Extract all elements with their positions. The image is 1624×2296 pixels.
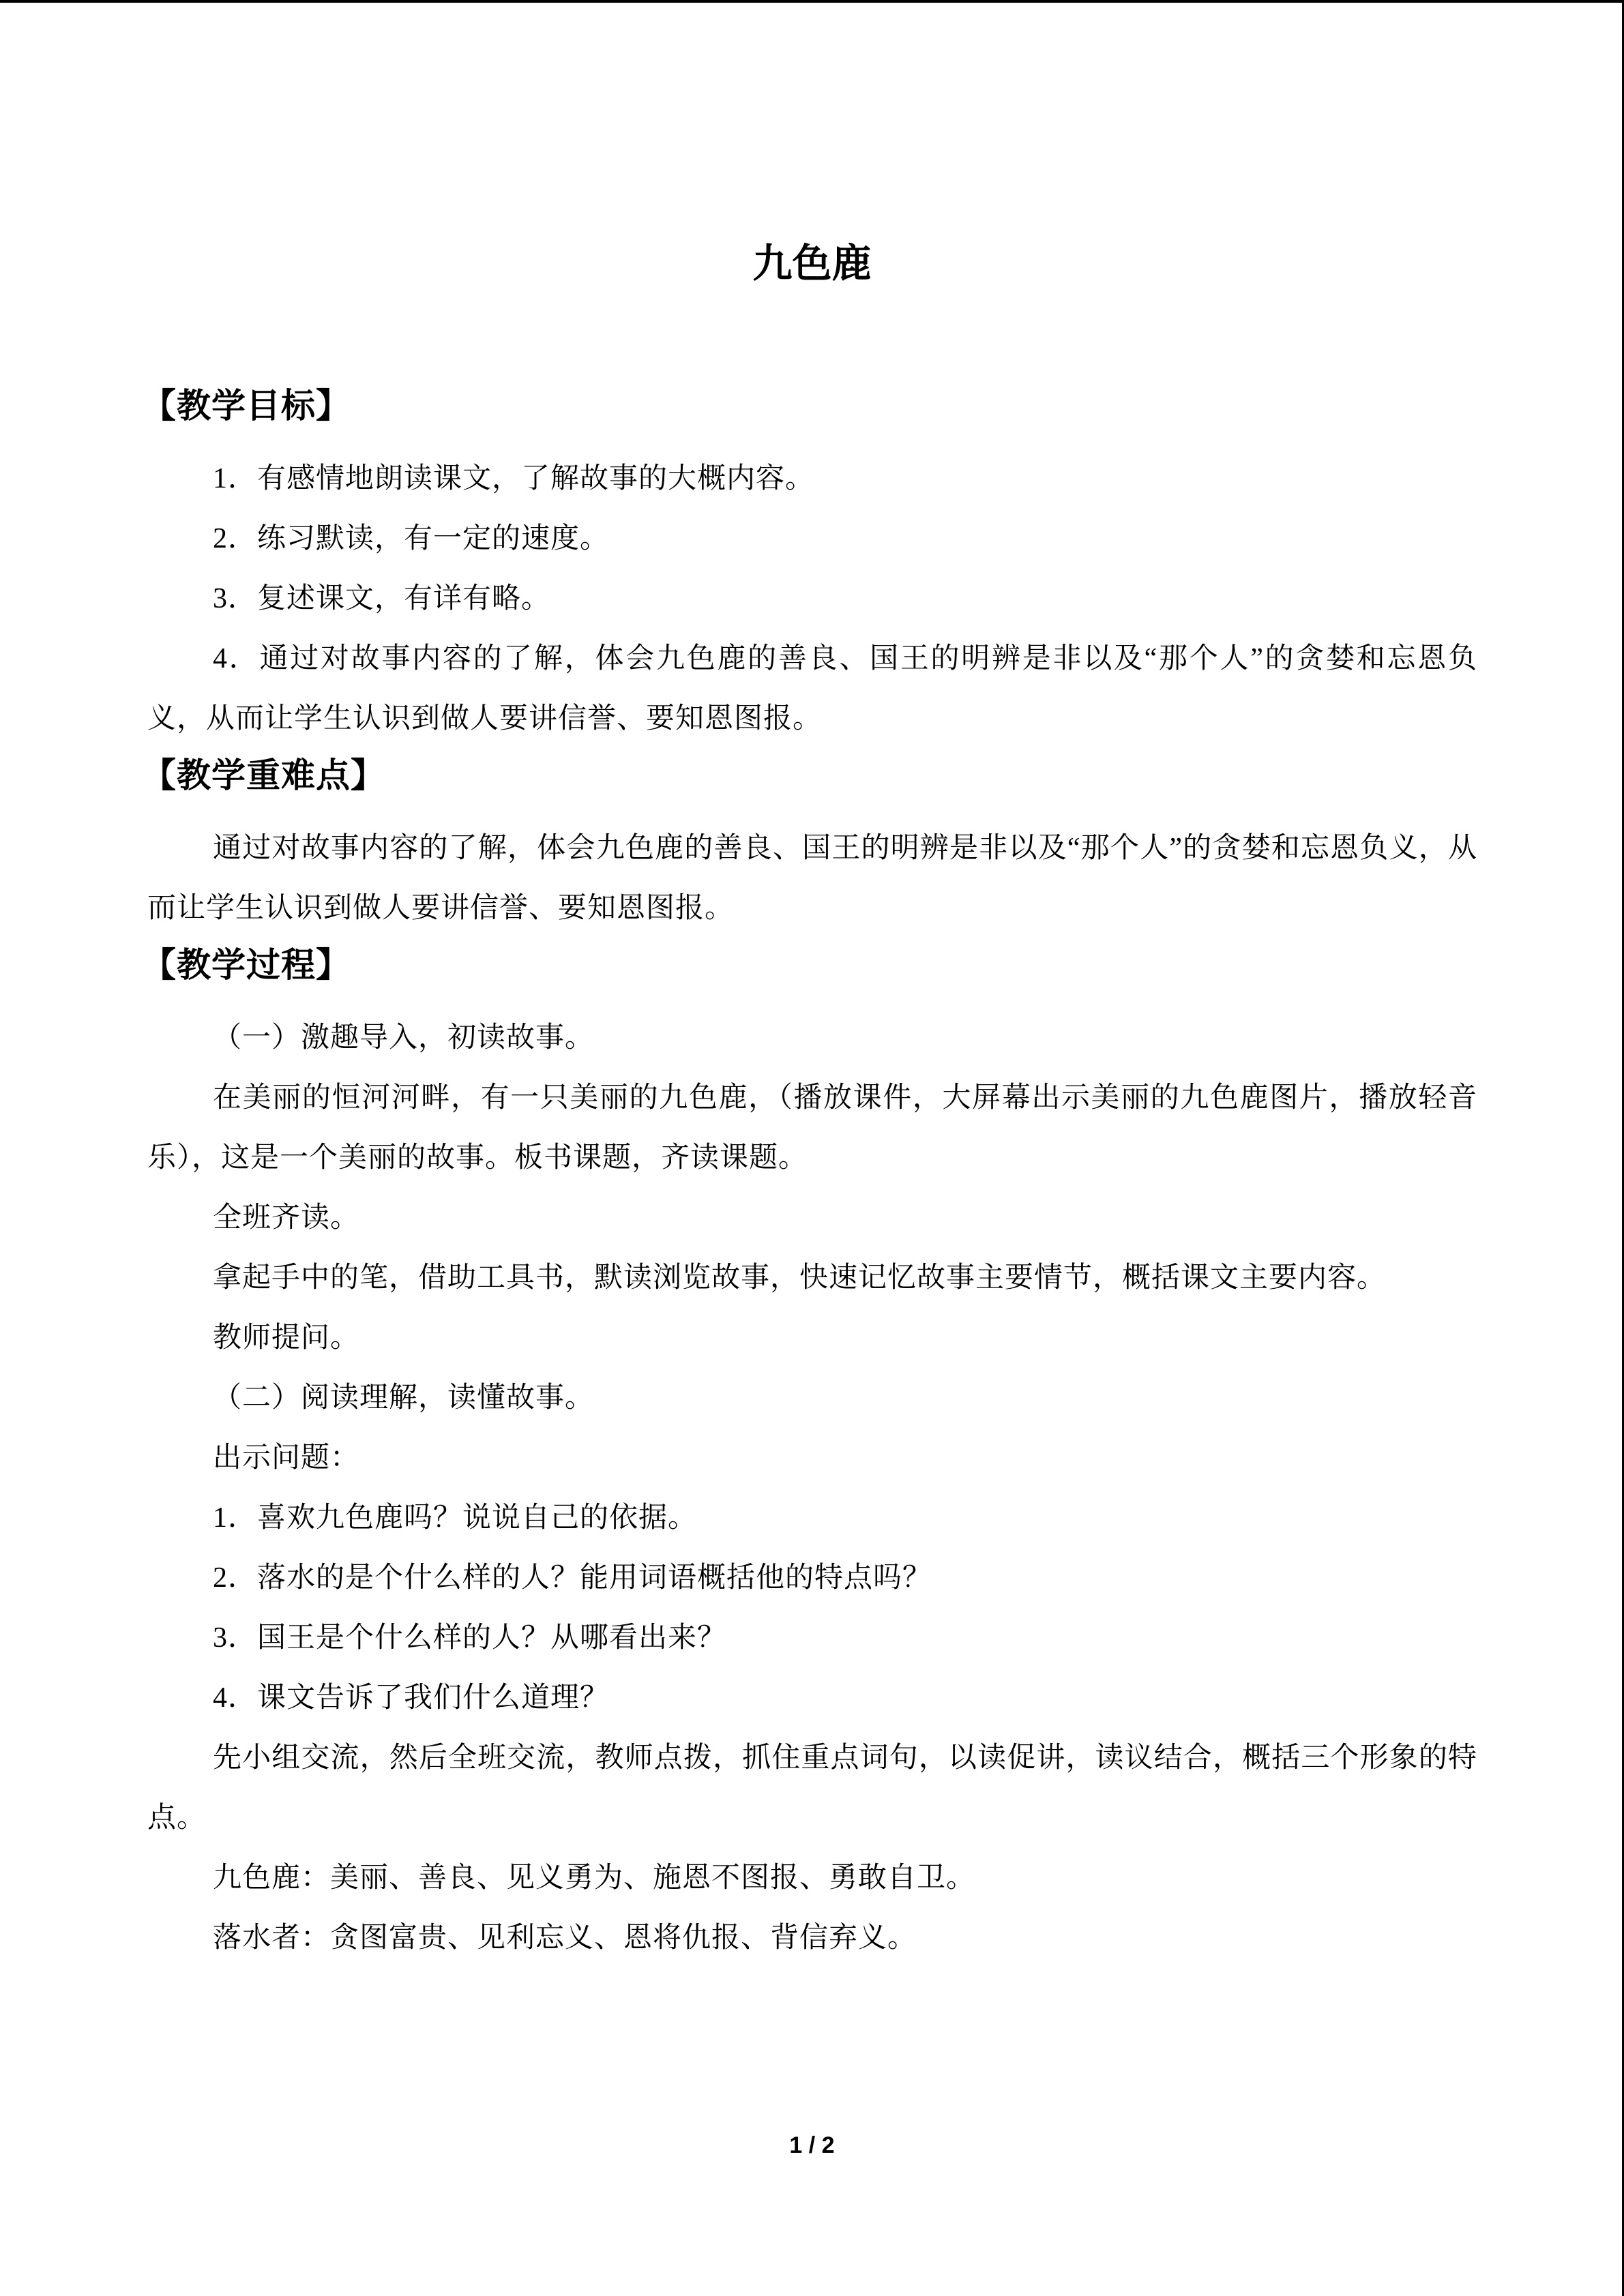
page-number: 1 / 2: [789, 2132, 835, 2158]
document-title: 九色鹿: [752, 239, 872, 286]
question-item: 3．国王是个什么样的人？从哪看出来？: [213, 1622, 727, 1654]
section-teaching-objectives: [142, 382, 1477, 749]
question-item: 1．喜欢九色鹿吗？说说自己的依据。: [213, 1502, 698, 1534]
character-trait: 九色鹿：美丽、善良、见义勇为、施恩不图报、勇敢自卫。: [213, 1862, 976, 1894]
body-paragraph: 全班齐读。: [213, 1202, 360, 1234]
body-paragraph: 拿起手中的笔，借助工具书，默读浏览故事，快速记忆故事主要情节，概括课文主要内容。: [213, 1262, 1387, 1294]
objective-item: 2．练习默读，有一定的速度。: [213, 523, 610, 554]
character-trait: 落水者：贪图富贵、见利忘义、恩将仇报、背信弃义。: [213, 1922, 917, 1954]
section-heading: 【教学过程】: [142, 945, 351, 985]
body-paragraph: 先小组交流，然后全班交流，教师点拨，抓住重点词句，以读促讲，读议结合，概括三个形象的特点。: [147, 1742, 1477, 1834]
body-paragraph: 在美丽的恒河河畔，有一只美丽的九色鹿，（播放课件，大屏幕出示美丽的九色鹿图片，播放轻音乐），这是一个美丽的故事。板书课题，齐读课题。: [147, 1082, 1477, 1174]
body-paragraph: 教师提问。: [213, 1322, 360, 1354]
step-heading: （一）激趣导入，初读故事。: [213, 1022, 595, 1054]
section-heading: 【教学重难点】: [142, 756, 385, 795]
objective-item: 1．有感情地朗读课文，了解故事的大概内容。: [213, 463, 815, 494]
document-body: [142, 382, 1477, 1968]
step-heading: （二）阅读理解，读懂故事。: [213, 1382, 595, 1414]
body-paragraph: 通过对故事内容的了解，体会九色鹿的善良、国王的明辨是非以及“那个人”的贪婪和忘恩负义，从而让学生认识到做人要讲信誉、要知恩图报。: [147, 833, 1477, 924]
body-paragraph: 出示问题：: [213, 1442, 360, 1474]
section-teaching-process: [142, 941, 1477, 1968]
objective-item: 3．复述课文，有详有略。: [213, 583, 551, 614]
question-item: 4．课文告诉了我们什么道理？: [213, 1682, 610, 1714]
question-item: 2．落水的是个什么样的人？能用词语概括他的特点吗？: [213, 1562, 932, 1594]
section-key-difficulties: [142, 751, 1477, 938]
section-heading: 【教学目标】: [142, 386, 351, 426]
objective-item: 4．通过对故事内容的了解，体会九色鹿的善良、国王的明辨是非以及“那个人”的贪婪和忘恩负义，从而让学生认识到做人要讲信誉、要知恩图报。: [147, 643, 1477, 734]
